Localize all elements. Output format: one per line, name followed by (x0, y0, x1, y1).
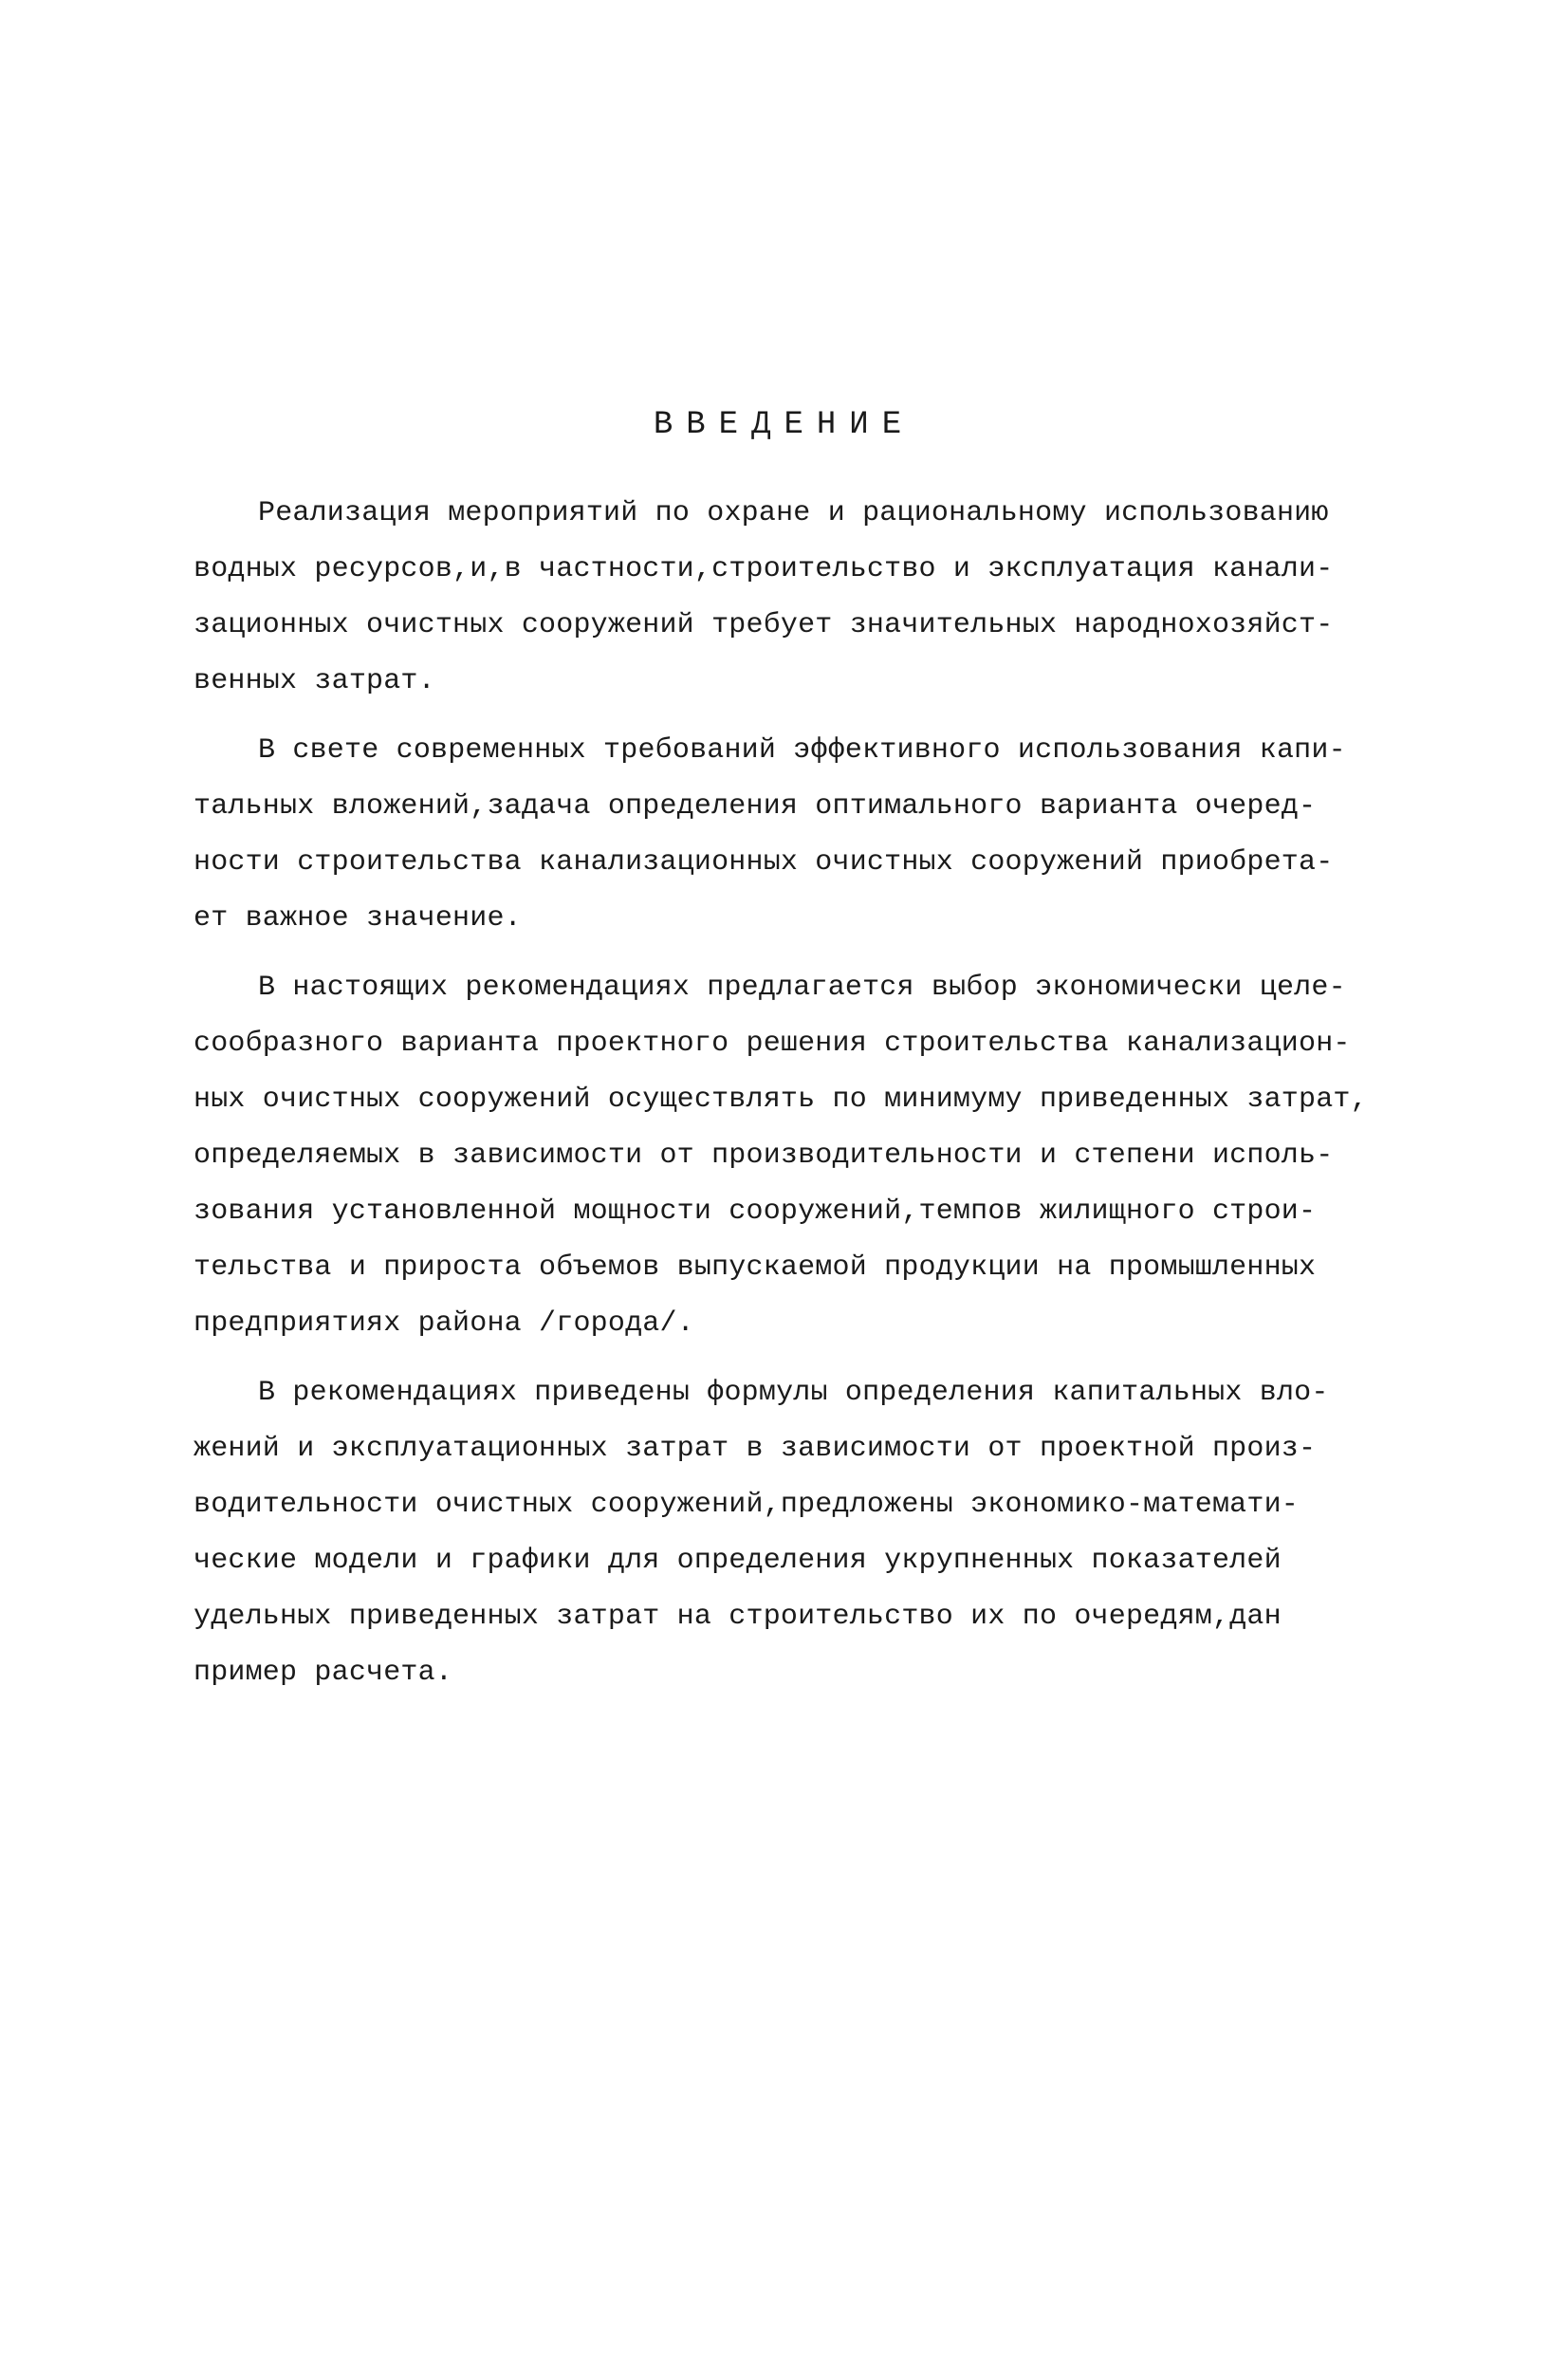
text-line: водных ресурсов,и,в частности,строительство и эксплуатация канали- (194, 553, 1334, 585)
text-line: тальных вложений,задача определения оптимального варианта очеред- (194, 790, 1317, 823)
text-line: венных затрат. (194, 665, 435, 697)
text-line: тельства и прироста объемов выпускаемой продукции на промышленных (194, 1251, 1317, 1284)
text-line: В настоящих рекомендациях предлагается выбор экономически целе- (258, 972, 1346, 1004)
paragraph-1 (194, 486, 1423, 710)
paragraph-4 (194, 1365, 1423, 1701)
text-line: сообразного варианта проектного решения строительства канализацион- (194, 1028, 1351, 1060)
paragraph-3 (194, 960, 1423, 1352)
text-line: зования установленной мощности сооружений,темпов жилищного строи- (194, 1195, 1317, 1228)
paragraph-2 (194, 723, 1423, 947)
text-line: ности строительства канализационных очистных сооружений приобрета- (194, 846, 1334, 879)
text-line: ческие модели и графики для определения укрупненных показателей (194, 1545, 1282, 1577)
text-line: Реализация мероприятий по охране и рациональному использованию (258, 497, 1329, 529)
text-line: определяемых в зависимости от производительности и степени исполь- (194, 1139, 1334, 1172)
text-line: удельных приведенных затрат на строительство их по очередям,дан (194, 1601, 1282, 1633)
body-text (194, 486, 1423, 1714)
text-line: жений и эксплуатационных затрат в зависимости от проектной произ- (194, 1433, 1317, 1465)
text-line: предприятиях района /города/. (194, 1307, 694, 1340)
text-line: ет важное значение. (194, 902, 522, 935)
text-line: пример расчета. (194, 1657, 453, 1689)
text-line: ных очистных сооружений осуществлять по минимуму приведенных затрат, (194, 1084, 1368, 1116)
text-line: В свете современных требований эффективного использования капи- (258, 734, 1346, 767)
text-line: В рекомендациях приведены формулы определения капитальных вло- (258, 1377, 1329, 1409)
text-line: водительности очистных сооружений,предложены экономико-математи- (194, 1489, 1299, 1521)
text-line: зационных очистных сооружений требует значительных народнохозяйст- (194, 609, 1334, 641)
page-title: ВВЕДЕНИЕ (653, 407, 915, 443)
